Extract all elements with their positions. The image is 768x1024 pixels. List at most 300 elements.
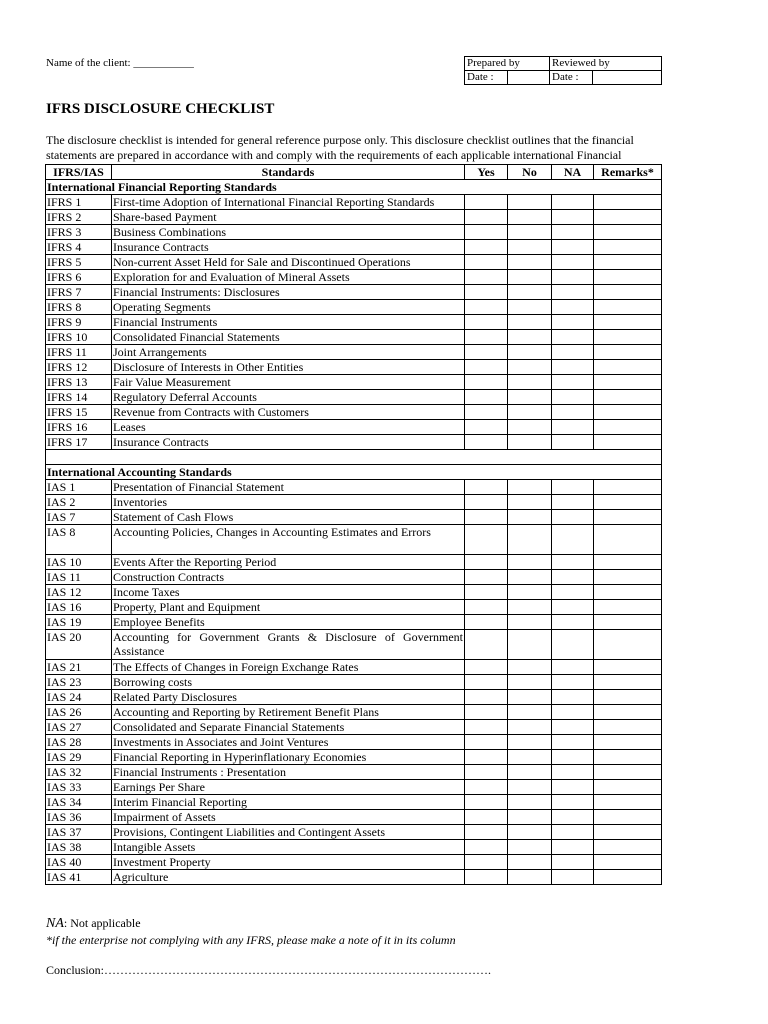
no-cell[interactable] bbox=[508, 345, 552, 360]
yes-cell[interactable] bbox=[465, 675, 508, 690]
na-cell[interactable] bbox=[552, 615, 594, 630]
na-cell[interactable] bbox=[552, 570, 594, 585]
col-header-code: IFRS/IAS bbox=[46, 165, 112, 180]
na-cell[interactable] bbox=[552, 585, 594, 600]
no-cell[interactable] bbox=[508, 405, 552, 420]
standard-name: Borrowing costs bbox=[112, 675, 465, 690]
na-cell[interactable] bbox=[552, 360, 594, 375]
yes-cell[interactable] bbox=[465, 570, 508, 585]
yes-cell[interactable] bbox=[465, 780, 508, 795]
col-header-remarks: Remarks* bbox=[594, 165, 662, 180]
remarks-cell[interactable] bbox=[594, 300, 662, 315]
checklist-table bbox=[45, 164, 662, 885]
table-row bbox=[46, 750, 662, 765]
table-row bbox=[46, 255, 662, 270]
remarks-cell[interactable] bbox=[594, 870, 662, 885]
no-cell[interactable] bbox=[508, 210, 552, 225]
remarks-cell[interactable] bbox=[594, 840, 662, 855]
yes-cell[interactable] bbox=[465, 825, 508, 840]
standard-name: The Effects of Changes in Foreign Exchange Rates bbox=[112, 660, 465, 675]
remarks-cell[interactable] bbox=[594, 390, 662, 405]
na-cell[interactable] bbox=[552, 690, 594, 705]
na-cell[interactable] bbox=[552, 480, 594, 495]
yes-cell[interactable] bbox=[465, 360, 508, 375]
table-row bbox=[46, 495, 662, 510]
no-cell[interactable] bbox=[508, 240, 552, 255]
remarks-cell[interactable] bbox=[594, 225, 662, 240]
remarks-cell[interactable] bbox=[594, 270, 662, 285]
no-cell[interactable] bbox=[508, 690, 552, 705]
standard-name: Investments in Associates and Joint Ventures bbox=[112, 735, 465, 750]
yes-cell[interactable] bbox=[465, 285, 508, 300]
table-row bbox=[46, 300, 662, 315]
yes-cell[interactable] bbox=[465, 750, 508, 765]
na-cell[interactable] bbox=[552, 285, 594, 300]
no-cell[interactable] bbox=[508, 255, 552, 270]
standard-name: Financial Instruments: Disclosures bbox=[112, 285, 465, 300]
standard-name: Financial Instruments bbox=[112, 315, 465, 330]
yes-cell[interactable] bbox=[465, 510, 508, 525]
standard-name: First-time Adoption of International Financial Reporting Standards bbox=[112, 195, 465, 210]
remarks-cell[interactable] bbox=[594, 360, 662, 375]
standard-name: Exploration for and Evaluation of Mineral Assets bbox=[112, 270, 465, 285]
na-cell[interactable] bbox=[552, 375, 594, 390]
remarks-cell[interactable] bbox=[594, 375, 662, 390]
standard-name: Presentation of Financial Statement bbox=[112, 480, 465, 495]
yes-cell[interactable] bbox=[465, 630, 508, 660]
standard-name: Regulatory Deferral Accounts bbox=[112, 390, 465, 405]
na-cell[interactable] bbox=[552, 510, 594, 525]
standard-name: Accounting Policies, Changes in Accounting Estimates and Errors bbox=[112, 525, 465, 555]
na-cell[interactable] bbox=[552, 195, 594, 210]
yes-cell[interactable] bbox=[465, 600, 508, 615]
no-cell[interactable] bbox=[508, 330, 552, 345]
yes-cell[interactable] bbox=[465, 660, 508, 675]
no-cell[interactable] bbox=[508, 600, 552, 615]
no-cell[interactable] bbox=[508, 630, 552, 660]
yes-cell[interactable] bbox=[465, 225, 508, 240]
remarks-cell[interactable] bbox=[594, 525, 662, 555]
yes-cell[interactable] bbox=[465, 735, 508, 750]
table-row bbox=[46, 570, 662, 585]
no-cell[interactable] bbox=[508, 225, 552, 240]
intro-paragraph: The disclosure checklist is intended for general reference purpose only. This disclosure checklist outlines that the financial statements are prepared in accordance with and comply with the requirements of each applicable international Financial bbox=[46, 133, 634, 162]
no-cell[interactable] bbox=[508, 795, 552, 810]
na-cell[interactable] bbox=[552, 525, 594, 555]
no-cell[interactable] bbox=[508, 525, 552, 555]
na-cell[interactable] bbox=[552, 390, 594, 405]
no-cell[interactable] bbox=[508, 765, 552, 780]
remarks-cell[interactable] bbox=[594, 825, 662, 840]
yes-cell[interactable] bbox=[465, 255, 508, 270]
na-cell[interactable] bbox=[552, 420, 594, 435]
remarks-cell[interactable] bbox=[594, 405, 662, 420]
yes-cell[interactable] bbox=[465, 555, 508, 570]
standard-name: Property, Plant and Equipment bbox=[112, 600, 465, 615]
yes-cell[interactable] bbox=[465, 480, 508, 495]
remarks-cell[interactable] bbox=[594, 495, 662, 510]
no-cell[interactable] bbox=[508, 510, 552, 525]
standard-code: IAS 41 bbox=[46, 870, 112, 885]
standard-code: IFRS 17 bbox=[46, 435, 112, 450]
standard-code: IFRS 9 bbox=[46, 315, 112, 330]
remarks-cell[interactable] bbox=[594, 765, 662, 780]
standard-name: Accounting and Reporting by Retirement Benefit Plans bbox=[112, 705, 465, 720]
conclusion-field[interactable]: ……………………………………………………………………………………. bbox=[104, 963, 492, 977]
no-cell[interactable] bbox=[508, 720, 552, 735]
remarks-cell[interactable] bbox=[594, 420, 662, 435]
yes-cell[interactable] bbox=[465, 405, 508, 420]
remarks-cell[interactable] bbox=[594, 195, 662, 210]
yes-cell[interactable] bbox=[465, 840, 508, 855]
yes-cell[interactable] bbox=[465, 720, 508, 735]
na-cell[interactable] bbox=[552, 870, 594, 885]
yes-cell[interactable] bbox=[465, 270, 508, 285]
no-cell[interactable] bbox=[508, 375, 552, 390]
remarks-cell[interactable] bbox=[594, 720, 662, 735]
standard-name: Interim Financial Reporting bbox=[112, 795, 465, 810]
table-row bbox=[46, 285, 662, 300]
no-cell[interactable] bbox=[508, 810, 552, 825]
remarks-cell[interactable] bbox=[594, 435, 662, 450]
standard-name: Accounting for Government Grants & Disclosure of Government Assistance bbox=[113, 630, 463, 658]
standard-name: Inventories bbox=[112, 495, 465, 510]
remarks-cell[interactable] bbox=[594, 210, 662, 225]
na-cell[interactable] bbox=[552, 240, 594, 255]
section-header-row bbox=[46, 180, 662, 195]
na-cell[interactable] bbox=[552, 210, 594, 225]
standard-code: IFRS 15 bbox=[46, 405, 112, 420]
yes-cell[interactable] bbox=[465, 240, 508, 255]
na-cell[interactable] bbox=[552, 675, 594, 690]
yes-cell[interactable] bbox=[465, 810, 508, 825]
standard-name: Related Party Disclosures bbox=[112, 690, 465, 705]
table-row bbox=[46, 855, 662, 870]
na-cell[interactable] bbox=[552, 855, 594, 870]
remarks-footnote: *if the enterprise not complying with any IFRS, please make a note of it in its column bbox=[46, 933, 456, 947]
section-title: International Financial Reporting Standards bbox=[46, 180, 662, 195]
remarks-cell[interactable] bbox=[594, 570, 662, 585]
yes-cell[interactable] bbox=[465, 345, 508, 360]
standard-code: IAS 1 bbox=[46, 480, 112, 495]
yes-cell[interactable] bbox=[465, 390, 508, 405]
na-cell[interactable] bbox=[552, 810, 594, 825]
signoff-box bbox=[464, 56, 662, 85]
table-row bbox=[46, 825, 662, 840]
table-row bbox=[46, 435, 662, 450]
standard-name: Agriculture bbox=[112, 870, 465, 885]
standard-code: IAS 23 bbox=[46, 675, 112, 690]
remarks-cell[interactable] bbox=[594, 690, 662, 705]
table-row bbox=[46, 840, 662, 855]
no-cell[interactable] bbox=[508, 840, 552, 855]
na-cell[interactable] bbox=[552, 660, 594, 675]
standard-name: Consolidated Financial Statements bbox=[112, 330, 465, 345]
table-row bbox=[46, 780, 662, 795]
table-row bbox=[46, 510, 662, 525]
standard-name: Operating Segments bbox=[112, 300, 465, 315]
yes-cell[interactable] bbox=[465, 765, 508, 780]
standard-name: Disclosure of Interests in Other Entities bbox=[112, 360, 465, 375]
table-row bbox=[46, 360, 662, 375]
yes-cell[interactable] bbox=[465, 435, 508, 450]
na-cell[interactable] bbox=[552, 840, 594, 855]
no-cell[interactable] bbox=[508, 435, 552, 450]
na-cell[interactable] bbox=[552, 495, 594, 510]
no-cell[interactable] bbox=[508, 825, 552, 840]
no-cell[interactable] bbox=[508, 390, 552, 405]
yes-cell[interactable] bbox=[465, 195, 508, 210]
yes-cell[interactable] bbox=[465, 300, 508, 315]
remarks-cell[interactable] bbox=[594, 780, 662, 795]
standard-code: IAS 40 bbox=[46, 855, 112, 870]
standard-name: Investment Property bbox=[112, 855, 465, 870]
reviewed-by-cell[interactable]: Reviewed by bbox=[550, 57, 662, 71]
na-cell[interactable] bbox=[552, 315, 594, 330]
remarks-cell[interactable] bbox=[594, 795, 662, 810]
prepared-date-field[interactable] bbox=[508, 71, 550, 85]
standard-code: IAS 11 bbox=[46, 570, 112, 585]
na-cell[interactable] bbox=[552, 630, 594, 660]
standard-code: IFRS 8 bbox=[46, 300, 112, 315]
standard-code: IFRS 12 bbox=[46, 360, 112, 375]
no-cell[interactable] bbox=[508, 495, 552, 510]
remarks-cell[interactable] bbox=[594, 705, 662, 720]
standard-code: IFRS 2 bbox=[46, 210, 112, 225]
no-cell[interactable] bbox=[508, 855, 552, 870]
standard-code: IFRS 3 bbox=[46, 225, 112, 240]
standard-name: Impairment of Assets bbox=[112, 810, 465, 825]
table-row bbox=[46, 630, 662, 660]
na-cell[interactable] bbox=[552, 330, 594, 345]
standard-code: IAS 24 bbox=[46, 690, 112, 705]
standard-code: IAS 20 bbox=[46, 630, 112, 660]
na-cell[interactable] bbox=[552, 435, 594, 450]
standard-code: IAS 33 bbox=[46, 780, 112, 795]
table-row bbox=[46, 390, 662, 405]
no-cell[interactable] bbox=[508, 615, 552, 630]
table-row bbox=[46, 555, 662, 570]
table-row bbox=[46, 405, 662, 420]
yes-cell[interactable] bbox=[465, 615, 508, 630]
standard-name: Financial Reporting in Hyperinflationary Economies bbox=[112, 750, 465, 765]
remarks-cell[interactable] bbox=[594, 675, 662, 690]
no-cell[interactable] bbox=[508, 270, 552, 285]
remarks-cell[interactable] bbox=[594, 750, 662, 765]
client-name-line bbox=[46, 57, 194, 69]
remarks-cell[interactable] bbox=[594, 615, 662, 630]
col-header-no: No bbox=[508, 165, 552, 180]
standard-name: Leases bbox=[112, 420, 465, 435]
yes-cell[interactable] bbox=[465, 855, 508, 870]
table-header-row bbox=[46, 165, 662, 180]
yes-cell[interactable] bbox=[465, 210, 508, 225]
table-row bbox=[46, 810, 662, 825]
standard-code: IAS 8 bbox=[46, 525, 112, 555]
no-cell[interactable] bbox=[508, 195, 552, 210]
standard-code: IFRS 16 bbox=[46, 420, 112, 435]
no-cell[interactable] bbox=[508, 300, 552, 315]
table-row bbox=[46, 600, 662, 615]
no-cell[interactable] bbox=[508, 315, 552, 330]
table-row bbox=[46, 210, 662, 225]
remarks-cell[interactable] bbox=[594, 660, 662, 675]
na-cell[interactable] bbox=[552, 405, 594, 420]
standard-name: Earnings Per Share bbox=[112, 780, 465, 795]
remarks-cell[interactable] bbox=[594, 600, 662, 615]
remarks-cell[interactable] bbox=[594, 255, 662, 270]
yes-cell[interactable] bbox=[465, 375, 508, 390]
na-cell[interactable] bbox=[552, 255, 594, 270]
standard-code: IAS 12 bbox=[46, 585, 112, 600]
client-name-field[interactable]: ___________ bbox=[133, 57, 194, 69]
na-cell[interactable] bbox=[552, 765, 594, 780]
no-cell[interactable] bbox=[508, 750, 552, 765]
standard-name: Employee Benefits bbox=[112, 615, 465, 630]
standard-code: IAS 38 bbox=[46, 840, 112, 855]
standard-name: Consolidated and Separate Financial Statements bbox=[112, 720, 465, 735]
no-cell[interactable] bbox=[508, 360, 552, 375]
standard-name: Non-current Asset Held for Sale and Discontinued Operations bbox=[112, 255, 465, 270]
no-cell[interactable] bbox=[508, 705, 552, 720]
no-cell[interactable] bbox=[508, 555, 552, 570]
table-row bbox=[46, 375, 662, 390]
remarks-cell[interactable] bbox=[594, 510, 662, 525]
yes-cell[interactable] bbox=[465, 495, 508, 510]
no-cell[interactable] bbox=[508, 675, 552, 690]
standard-code: IAS 16 bbox=[46, 600, 112, 615]
standard-name: Fair Value Measurement bbox=[112, 375, 465, 390]
remarks-cell[interactable] bbox=[594, 315, 662, 330]
table-row bbox=[46, 735, 662, 750]
standard-name: Income Taxes bbox=[112, 585, 465, 600]
na-cell[interactable] bbox=[552, 705, 594, 720]
na-cell[interactable] bbox=[552, 720, 594, 735]
table-row bbox=[46, 315, 662, 330]
section-title: International Accounting Standards bbox=[46, 465, 662, 480]
standard-code: IFRS 13 bbox=[46, 375, 112, 390]
no-cell[interactable] bbox=[508, 570, 552, 585]
na-legend bbox=[46, 916, 141, 932]
table-row bbox=[46, 795, 662, 810]
standard-code: IFRS 10 bbox=[46, 330, 112, 345]
standard-name: Insurance Contracts bbox=[112, 240, 465, 255]
remarks-cell[interactable] bbox=[594, 480, 662, 495]
col-header-na: NA bbox=[552, 165, 594, 180]
yes-cell[interactable] bbox=[465, 585, 508, 600]
col-header-standards: Standards bbox=[112, 165, 465, 180]
yes-cell[interactable] bbox=[465, 870, 508, 885]
table-row bbox=[46, 345, 662, 360]
standard-code: IAS 21 bbox=[46, 660, 112, 675]
table-row bbox=[46, 870, 662, 885]
no-cell[interactable] bbox=[508, 780, 552, 795]
remarks-cell[interactable] bbox=[594, 555, 662, 570]
na-cell[interactable] bbox=[552, 345, 594, 360]
standard-code: IFRS 1 bbox=[46, 195, 112, 210]
table-row bbox=[46, 525, 662, 555]
remarks-cell[interactable] bbox=[594, 240, 662, 255]
no-cell[interactable] bbox=[508, 870, 552, 885]
standard-code: IFRS 7 bbox=[46, 285, 112, 300]
yes-cell[interactable] bbox=[465, 330, 508, 345]
na-cell[interactable] bbox=[552, 750, 594, 765]
yes-cell[interactable] bbox=[465, 525, 508, 555]
yes-cell[interactable] bbox=[465, 795, 508, 810]
table-row bbox=[46, 720, 662, 735]
table-row bbox=[46, 195, 662, 210]
standard-name: Business Combinations bbox=[112, 225, 465, 240]
no-cell[interactable] bbox=[508, 420, 552, 435]
na-cell[interactable] bbox=[552, 300, 594, 315]
na-cell[interactable] bbox=[552, 270, 594, 285]
prepared-by-cell[interactable]: Prepared by bbox=[465, 57, 550, 71]
standard-name: Share-based Payment bbox=[112, 210, 465, 225]
standard-code: IAS 10 bbox=[46, 555, 112, 570]
remarks-cell[interactable] bbox=[594, 345, 662, 360]
table-row bbox=[46, 690, 662, 705]
standard-code: IAS 26 bbox=[46, 705, 112, 720]
standard-code: IAS 7 bbox=[46, 510, 112, 525]
conclusion-label: Conclusion: bbox=[46, 963, 105, 977]
standard-name: Insurance Contracts bbox=[112, 435, 465, 450]
na-cell[interactable] bbox=[552, 795, 594, 810]
table-row bbox=[46, 240, 662, 255]
na-cell[interactable] bbox=[552, 825, 594, 840]
no-cell[interactable] bbox=[508, 585, 552, 600]
conclusion-line bbox=[46, 963, 491, 978]
standard-code: IAS 27 bbox=[46, 720, 112, 735]
standard-name: Joint Arrangements bbox=[112, 345, 465, 360]
standard-code: IAS 28 bbox=[46, 735, 112, 750]
remarks-cell[interactable] bbox=[594, 735, 662, 750]
standard-name: Construction Contracts bbox=[112, 570, 465, 585]
remarks-cell[interactable] bbox=[594, 630, 662, 660]
no-cell[interactable] bbox=[508, 285, 552, 300]
remarks-cell[interactable] bbox=[594, 585, 662, 600]
yes-cell[interactable] bbox=[465, 315, 508, 330]
spacer-row bbox=[46, 450, 662, 465]
yes-cell[interactable] bbox=[465, 420, 508, 435]
na-cell[interactable] bbox=[552, 600, 594, 615]
table-row bbox=[46, 420, 662, 435]
na-cell[interactable] bbox=[552, 225, 594, 240]
standard-code: IAS 19 bbox=[46, 615, 112, 630]
yes-cell[interactable] bbox=[465, 705, 508, 720]
na-cell[interactable] bbox=[552, 735, 594, 750]
standard-code: IAS 34 bbox=[46, 795, 112, 810]
remarks-cell[interactable] bbox=[594, 810, 662, 825]
remarks-cell[interactable] bbox=[594, 330, 662, 345]
standard-name: Intangible Assets bbox=[112, 840, 465, 855]
no-cell[interactable] bbox=[508, 660, 552, 675]
no-cell[interactable] bbox=[508, 735, 552, 750]
prepared-date-label: Date : bbox=[465, 71, 508, 85]
reviewed-date-label: Date : bbox=[550, 71, 593, 85]
remarks-cell[interactable] bbox=[594, 285, 662, 300]
checklist-body bbox=[46, 180, 662, 885]
na-cell[interactable] bbox=[552, 780, 594, 795]
standard-name: Events After the Reporting Period bbox=[112, 555, 465, 570]
standard-code: IFRS 11 bbox=[46, 345, 112, 360]
no-cell[interactable] bbox=[508, 480, 552, 495]
client-name-label: Name of the client: bbox=[46, 57, 131, 69]
reviewed-date-field[interactable] bbox=[593, 71, 662, 85]
remarks-cell[interactable] bbox=[594, 855, 662, 870]
na-cell[interactable] bbox=[552, 555, 594, 570]
table-row bbox=[46, 675, 662, 690]
yes-cell[interactable] bbox=[465, 690, 508, 705]
